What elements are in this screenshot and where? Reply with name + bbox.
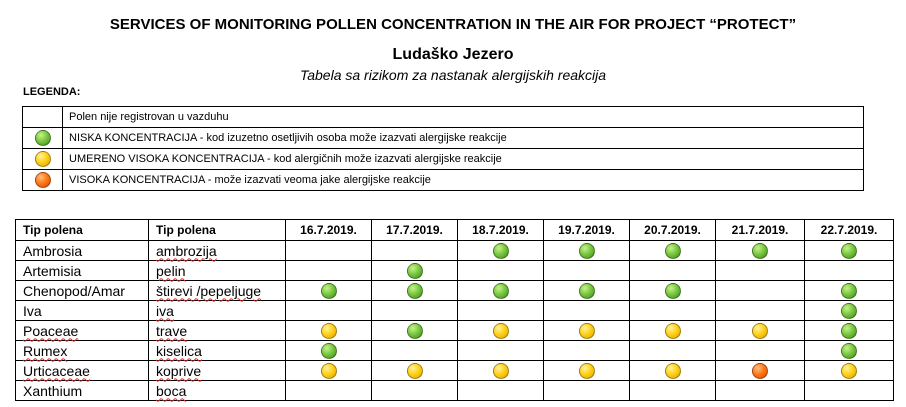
header-date: 20.7.2019. — [630, 220, 716, 241]
concentration-cell — [716, 301, 805, 321]
concentration-cell — [630, 241, 716, 261]
latin-cell — [16, 341, 149, 361]
concentration-low-icon — [579, 243, 595, 259]
concentration-cell — [544, 341, 630, 361]
concentration-cell — [716, 241, 805, 261]
concentration-moderate-icon — [579, 323, 595, 339]
legend-heading: LEGENDA: — [23, 86, 81, 98]
local-cell — [149, 381, 286, 401]
concentration-cell — [805, 361, 894, 381]
concentration-moderate-icon — [493, 363, 509, 379]
concentration-cell — [372, 361, 458, 381]
legend-text: Polen nije registrovan u vazduhu — [63, 107, 864, 128]
pollen-local-name: štirevi /pepeljuge — [156, 282, 262, 299]
pollen-latin-name: Artemisia — [23, 262, 82, 279]
concentration-low-icon — [665, 243, 681, 259]
concentration-cell — [286, 321, 372, 341]
concentration-cell — [716, 261, 805, 281]
table-caption: Tabela sa rizikom za nastanak alergijskih reakcija — [299, 67, 607, 83]
header-date: 21.7.2019. — [716, 220, 805, 241]
page-title: SERVICES OF MONITORING POLLEN CONCENTRATION IN THE AIR FOR PROJECT “PROTECT” — [109, 16, 797, 33]
latin-cell — [16, 281, 149, 301]
pollen-latin-name: Poaceae — [23, 322, 79, 339]
legend-text: UMERENO VISOKA KONCENTRACIJA - kod alergičnih može izazvati alergijske reakcije — [63, 149, 864, 170]
concentration-cell — [544, 381, 630, 401]
concentration-cell — [630, 381, 716, 401]
concentration-cell — [544, 301, 630, 321]
concentration-moderate-icon — [35, 151, 51, 167]
concentration-cell — [716, 381, 805, 401]
local-cell — [149, 301, 286, 321]
concentration-cell — [286, 341, 372, 361]
local-cell — [149, 321, 286, 341]
header-date: 17.7.2019. — [372, 220, 458, 241]
legend-swatch-cell — [23, 149, 63, 170]
concentration-moderate-icon — [493, 323, 509, 339]
pollen-latin-name: Ambrosia — [23, 242, 83, 259]
concentration-cell — [630, 321, 716, 341]
concentration-low-icon — [407, 283, 423, 299]
concentration-low-icon — [407, 323, 423, 339]
concentration-moderate-icon — [841, 363, 857, 379]
concentration-low-icon — [841, 343, 857, 359]
concentration-low-icon — [493, 243, 509, 259]
concentration-cell — [372, 381, 458, 401]
latin-cell — [16, 241, 149, 261]
pollen-local-name: koprive — [156, 362, 202, 379]
concentration-cell — [544, 361, 630, 381]
header-date: 16.7.2019. — [286, 220, 372, 241]
legend-swatch-cell — [23, 107, 63, 128]
concentration-cell — [805, 301, 894, 321]
concentration-low-icon — [841, 243, 857, 259]
concentration-cell — [630, 261, 716, 281]
concentration-moderate-icon — [321, 323, 337, 339]
pollen-local-name: ambrozija — [156, 242, 217, 259]
local-cell — [149, 261, 286, 281]
local-cell — [149, 281, 286, 301]
table-header-row — [16, 220, 894, 241]
pollen-latin-name: Rumex — [23, 342, 68, 359]
concentration-moderate-icon — [665, 323, 681, 339]
concentration-cell — [286, 361, 372, 381]
latin-cell — [16, 321, 149, 341]
concentration-cell — [458, 241, 544, 261]
table-row — [16, 381, 894, 401]
latin-cell — [16, 301, 149, 321]
concentration-cell — [544, 281, 630, 301]
latin-cell — [16, 381, 149, 401]
concentration-cell — [458, 341, 544, 361]
concentration-low-icon — [493, 283, 509, 299]
concentration-cell — [286, 261, 372, 281]
concentration-cell — [372, 321, 458, 341]
concentration-cell — [544, 261, 630, 281]
concentration-high-icon — [752, 363, 768, 379]
header-pollen-type-local: Tip polena — [149, 220, 286, 241]
concentration-cell — [805, 281, 894, 301]
concentration-low-icon — [35, 130, 51, 146]
concentration-cell — [716, 281, 805, 301]
legend-table — [22, 106, 864, 191]
pollen-latin-name: Iva — [23, 302, 42, 319]
concentration-cell — [805, 241, 894, 261]
latin-cell — [16, 361, 149, 381]
concentration-cell — [458, 361, 544, 381]
local-cell — [149, 241, 286, 261]
concentration-cell — [372, 301, 458, 321]
pollen-local-name: pelin — [156, 262, 186, 279]
concentration-cell — [286, 241, 372, 261]
location-title: Ludaško Jezero — [392, 46, 514, 63]
concentration-low-icon — [752, 243, 768, 259]
header-date: 19.7.2019. — [544, 220, 630, 241]
concentration-low-icon — [321, 343, 337, 359]
concentration-cell — [716, 361, 805, 381]
concentration-cell — [716, 341, 805, 361]
legend-swatch-cell — [23, 170, 63, 191]
concentration-cell — [805, 341, 894, 361]
legend-row-low — [23, 128, 864, 149]
header-date: 22.7.2019. — [805, 220, 894, 241]
table-row — [16, 261, 894, 281]
local-cell — [149, 361, 286, 381]
table-row — [16, 341, 894, 361]
concentration-cell — [286, 301, 372, 321]
header-date: 18.7.2019. — [458, 220, 544, 241]
local-cell — [149, 341, 286, 361]
concentration-high-icon — [35, 172, 51, 188]
concentration-cell — [372, 281, 458, 301]
concentration-moderate-icon — [407, 363, 423, 379]
concentration-cell — [544, 321, 630, 341]
concentration-low-icon — [579, 283, 595, 299]
concentration-moderate-icon — [321, 363, 337, 379]
concentration-cell — [458, 281, 544, 301]
concentration-moderate-icon — [579, 363, 595, 379]
pollen-local-name: trave — [156, 322, 188, 339]
legend-text: NISKA KONCENTRACIJA - kod izuzetno osetljivih osoba može izazvati alergijske reakcije — [63, 128, 864, 149]
latin-cell — [16, 261, 149, 281]
concentration-cell — [458, 321, 544, 341]
concentration-moderate-icon — [665, 363, 681, 379]
concentration-cell — [286, 281, 372, 301]
concentration-cell — [458, 381, 544, 401]
pollen-local-name: boca — [156, 382, 187, 399]
pollen-latin-name: Xanthium — [23, 382, 83, 399]
concentration-low-icon — [841, 303, 857, 319]
concentration-cell — [630, 281, 716, 301]
pollen-latin-name: Urticaceae — [23, 362, 90, 379]
table-row — [16, 361, 894, 381]
legend-row-none — [23, 107, 864, 128]
concentration-cell — [630, 301, 716, 321]
concentration-low-icon — [321, 283, 337, 299]
concentration-cell — [286, 381, 372, 401]
concentration-cell — [805, 381, 894, 401]
concentration-moderate-icon — [752, 323, 768, 339]
pollen-latin-name: Chenopod/Amar — [23, 282, 125, 299]
concentration-low-icon — [841, 323, 857, 339]
concentration-low-icon — [841, 283, 857, 299]
pollen-table — [15, 219, 894, 401]
concentration-cell — [372, 241, 458, 261]
pollen-local-name: kiselica — [156, 342, 202, 359]
concentration-cell — [805, 261, 894, 281]
concentration-cell — [805, 321, 894, 341]
legend-row-moderate — [23, 149, 864, 170]
legend-swatch-cell — [23, 128, 63, 149]
legend-text: VISOKA KONCENTRACIJA - može izazvati veoma jake alergijske reakcije — [63, 170, 864, 191]
concentration-cell — [372, 341, 458, 361]
concentration-cell — [630, 361, 716, 381]
concentration-cell — [372, 261, 458, 281]
pollen-local-name: iva — [156, 302, 174, 319]
table-row — [16, 281, 894, 301]
table-row — [16, 241, 894, 261]
concentration-low-icon — [407, 263, 423, 279]
table-row — [16, 301, 894, 321]
concentration-cell — [630, 341, 716, 361]
concentration-low-icon — [665, 283, 681, 299]
concentration-cell — [458, 301, 544, 321]
concentration-cell — [716, 321, 805, 341]
table-row — [16, 321, 894, 341]
legend-row-high — [23, 170, 864, 191]
concentration-cell — [458, 261, 544, 281]
concentration-cell — [544, 241, 630, 261]
header-pollen-type-latin: Tip polena — [16, 220, 149, 241]
